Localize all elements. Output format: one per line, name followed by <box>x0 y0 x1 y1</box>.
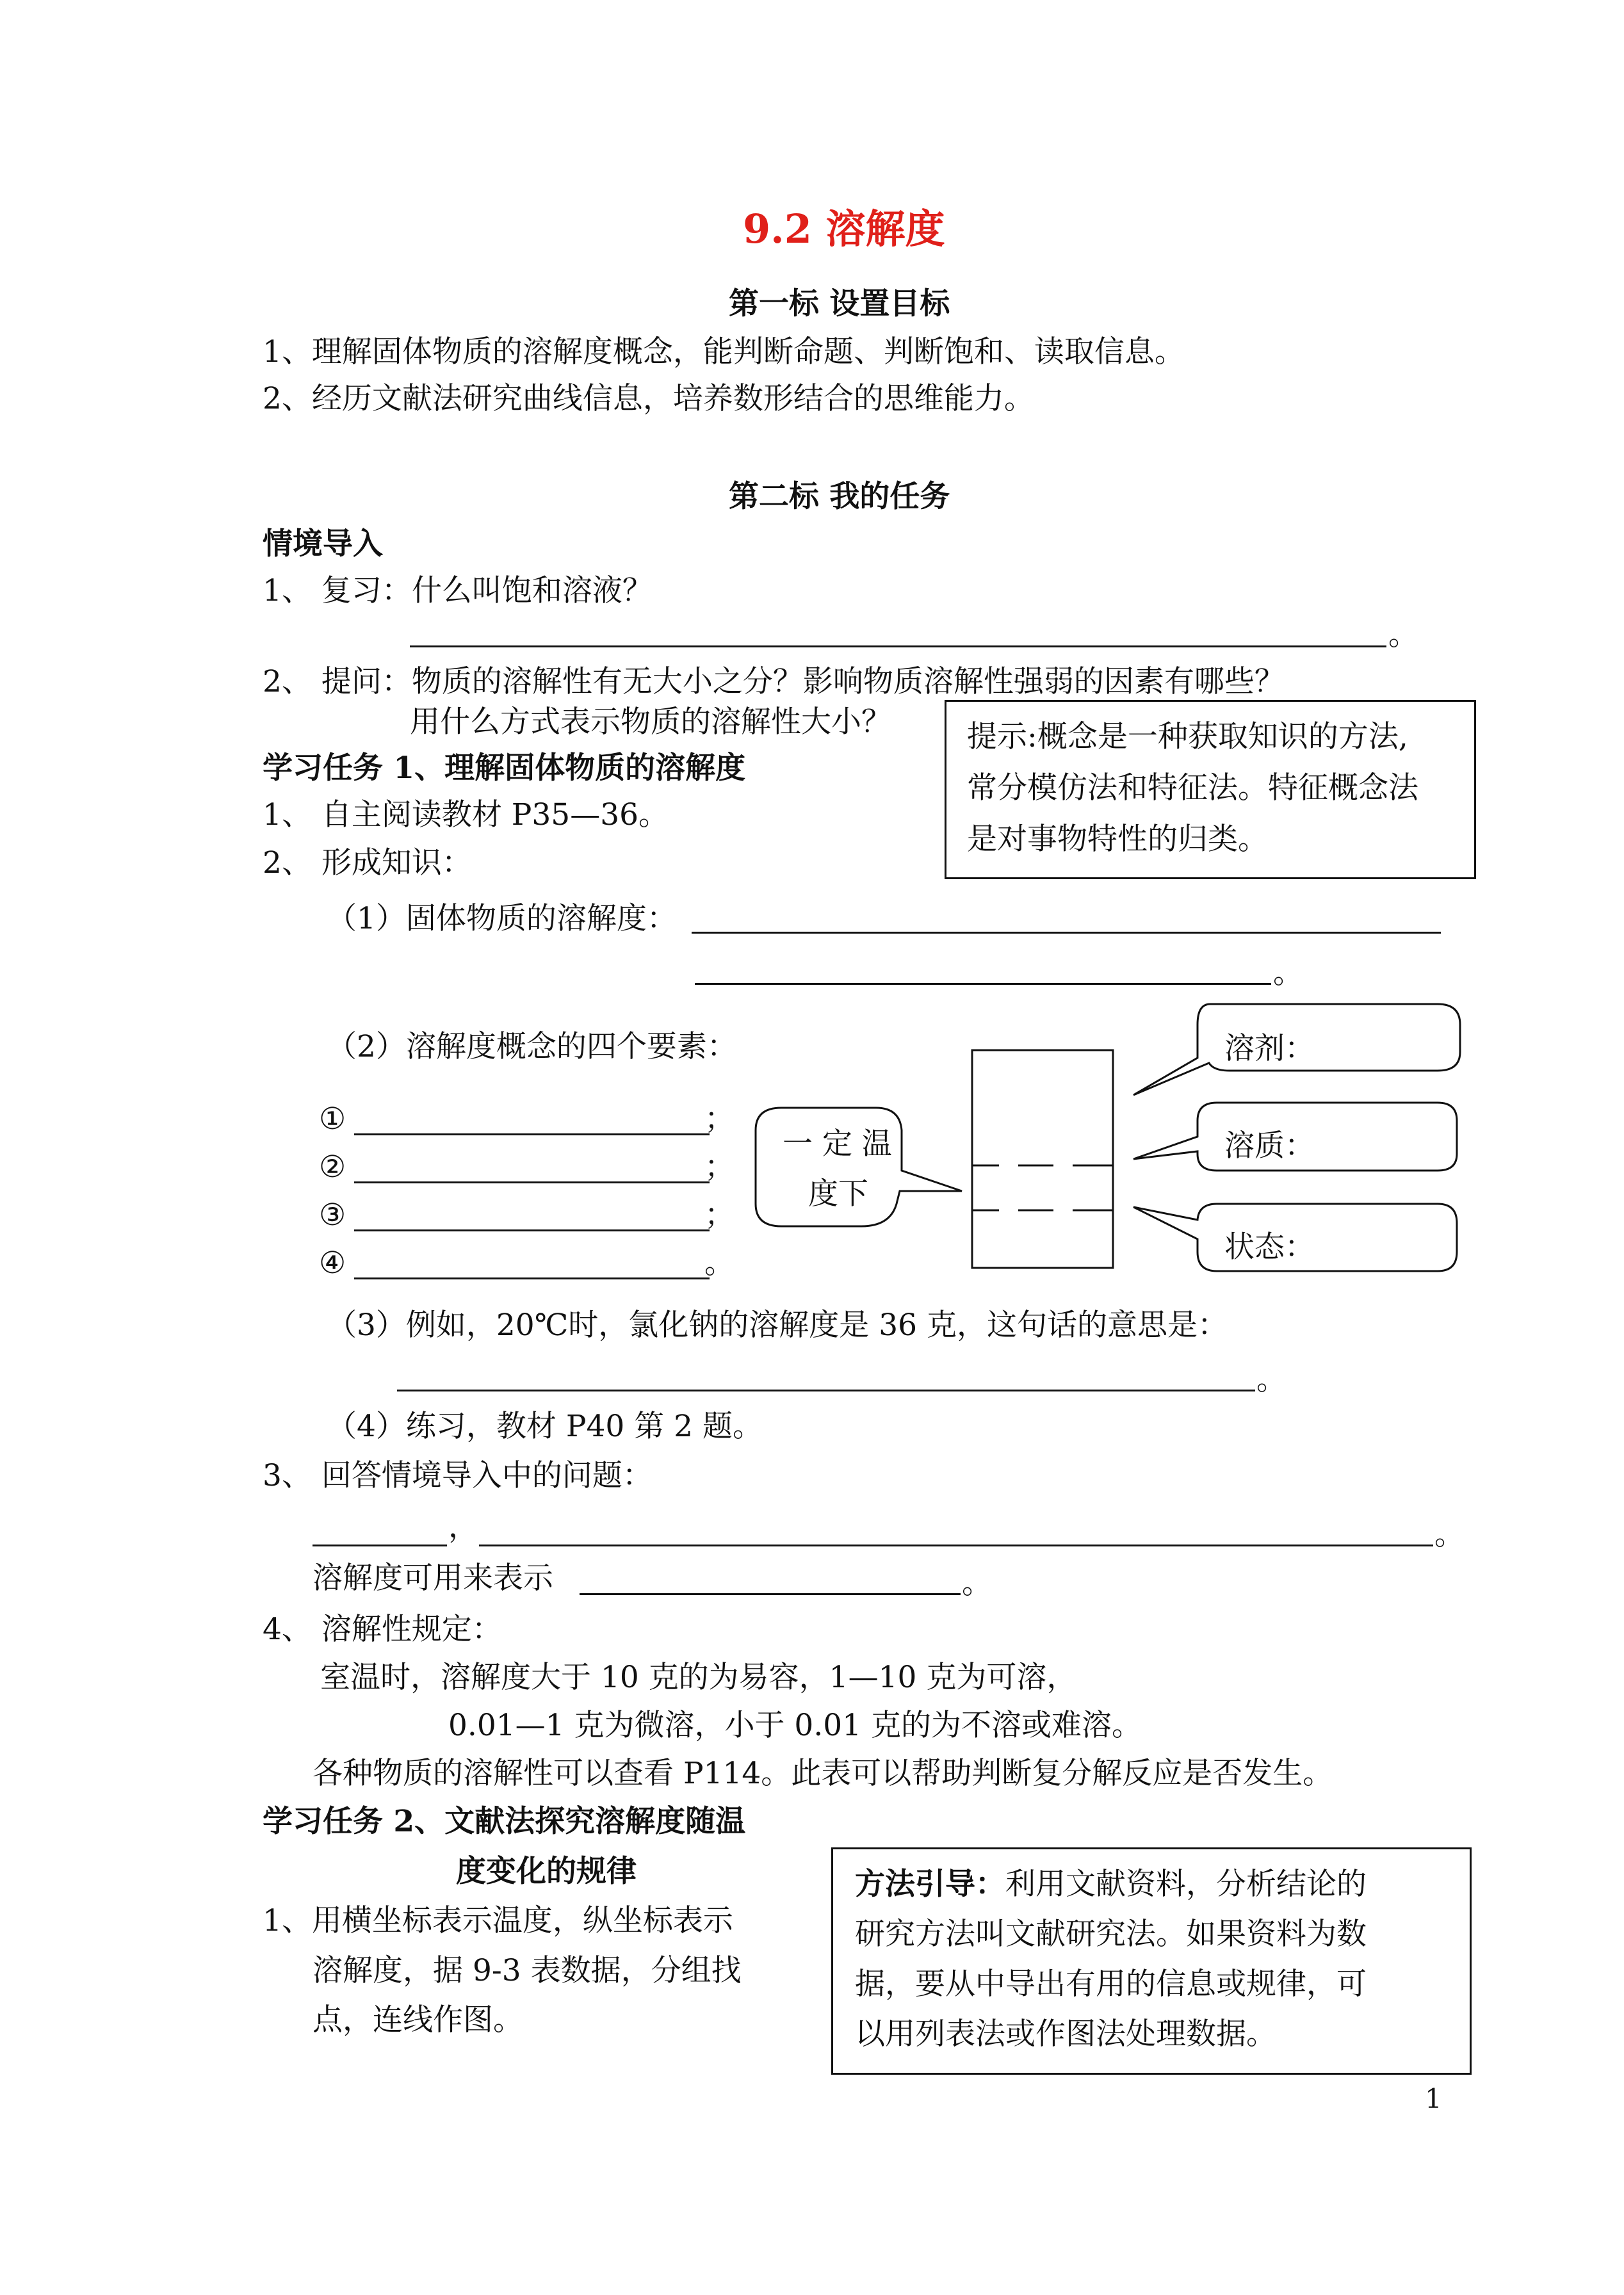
answer-line <box>479 1545 1433 1546</box>
section-heading-goals: 第一标 设置目标 <box>729 286 950 321</box>
solubility-rule-3: 各种物质的溶解性可以查看 P114。此表可以帮助判断复分解反应是否发生。 <box>313 1756 1333 1791</box>
answer-line <box>580 1593 961 1595</box>
bubble-solvent-label: 溶剂： <box>1224 1031 1315 1066</box>
task-1-item-1: 1、 自主阅读教材 P35—36。 <box>263 797 669 832</box>
answer-line <box>410 645 1386 647</box>
intro-question-1: 1、 复习：什么叫饱和溶液？ <box>263 573 653 608</box>
task-1-item-2: 2、 形成知识： <box>263 845 472 880</box>
bubble-state-label: 状态： <box>1224 1229 1315 1265</box>
task-2-heading-line-1: 学习任务 2、文献法探究溶解度随温 <box>263 1804 746 1839</box>
goal-2: 2、经历文献法研究曲线信息，培养数形结合的思维能力。 <box>263 381 1034 416</box>
task-2-item-1-line-2: 溶解度，据 9-3 表数据，分组找 <box>313 1953 742 1988</box>
method-guide-line-4: 以用列表法或作图法处理数据。 <box>855 2016 1276 2052</box>
line-end-mark: 。 <box>1388 617 1418 653</box>
bubble-temperature-line-1: 一 定 温 <box>783 1126 892 1162</box>
task-2-heading-line-2: 度变化的规律 <box>456 1854 637 1889</box>
hint-line-1: 提示:概念是一种获取知识的方法, <box>967 719 1408 754</box>
line-end-mark: 。 <box>1273 955 1303 991</box>
intro-question-2-continued: 用什么方式表示物质的溶解性大小？ <box>410 704 891 740</box>
method-guide-line-1 <box>855 1860 1367 1909</box>
answer-line <box>354 1277 710 1279</box>
task-1-sub-4: （4）练习，教材 P40 第 2 题。 <box>327 1409 763 1444</box>
comma-mark: ， <box>448 1509 478 1545</box>
method-guide-line-3: 据，要从中导出有用的信息或规律，可 <box>855 1967 1367 2002</box>
task-2-item-1-line-1: 1、用横坐标表示温度，纵坐标表示 <box>263 1903 733 1938</box>
line-end-mark: 。 <box>1256 1362 1287 1397</box>
bubble-solute-label: 溶质： <box>1224 1128 1315 1164</box>
task-1-item-4: 4、 溶解性规定： <box>263 1612 502 1647</box>
line-end-mark: 。 <box>1434 1517 1465 1552</box>
line-end-mark: ； <box>704 1149 735 1185</box>
line-end-mark: 。 <box>704 1245 735 1281</box>
element-marker-1: ① <box>319 1101 346 1137</box>
answer-line <box>692 932 1441 934</box>
task-1-heading: 学习任务 1、理解固体物质的溶解度 <box>263 750 746 786</box>
hint-line-3: 是对事物特性的归类。 <box>967 822 1268 857</box>
line-end-mark: ； <box>704 1101 735 1137</box>
answer-line <box>354 1181 710 1183</box>
answer-line <box>354 1133 710 1135</box>
task-2-item-1-line-3: 点，连线作图。 <box>313 2002 523 2038</box>
intro-question-2: 2、 提问：物质的溶解性有无大小之分？影响物质溶解性强弱的因素有哪些？ <box>263 664 1285 699</box>
method-guide-line-2: 研究方法叫文献研究法。如果资料为数 <box>855 1917 1367 1952</box>
intro-heading: 情境导入 <box>263 526 383 562</box>
answer-line <box>695 983 1271 985</box>
bubble-temperature-line-2: 度下 <box>808 1176 868 1212</box>
answer-line <box>397 1390 1255 1391</box>
task-1-item-3-line-2: 溶解度可用来表示 <box>313 1561 553 1596</box>
page-title: 9.2 溶解度 <box>743 206 945 252</box>
element-marker-3: ③ <box>319 1197 346 1233</box>
task-1-item-3: 3、 回答情境导入中的问题： <box>263 1458 653 1493</box>
element-marker-2: ② <box>319 1149 346 1185</box>
page-number: 1 <box>1425 2083 1442 2114</box>
method-guide-text: 利用文献资料，分析结论的 <box>1005 1867 1367 1902</box>
task-1-sub-1: （1）固体物质的溶解度： <box>327 901 677 936</box>
task-1-sub-3: （3）例如，20℃时，氯化钠的溶解度是 36 克，这句话的意思是： <box>327 1308 1228 1343</box>
section-heading-tasks: 第二标 我的任务 <box>729 479 950 514</box>
task-1-sub-2: （2）溶解度概念的四个要素： <box>327 1029 737 1064</box>
goal-1: 1、理解固体物质的溶解度概念，能判断命题、判断饱和、读取信息。 <box>263 334 1185 369</box>
line-end-mark: 。 <box>962 1566 992 1601</box>
line-end-mark: ； <box>704 1197 735 1233</box>
beaker-icon <box>972 1050 1113 1268</box>
answer-line <box>354 1229 710 1231</box>
solubility-rule-2: 0.01—1 克为微溶，小于 0.01 克的为不溶或难溶。 <box>448 1708 1142 1743</box>
solubility-rule-1: 室温时，溶解度大于 10 克的为易容，1—10 克为可溶， <box>320 1660 1077 1695</box>
hint-line-2: 常分模仿法和特征法。特征概念法 <box>967 770 1418 806</box>
method-guide-label: 方法引导： <box>855 1867 1005 1902</box>
element-marker-4: ④ <box>319 1245 346 1281</box>
answer-line <box>313 1545 447 1546</box>
